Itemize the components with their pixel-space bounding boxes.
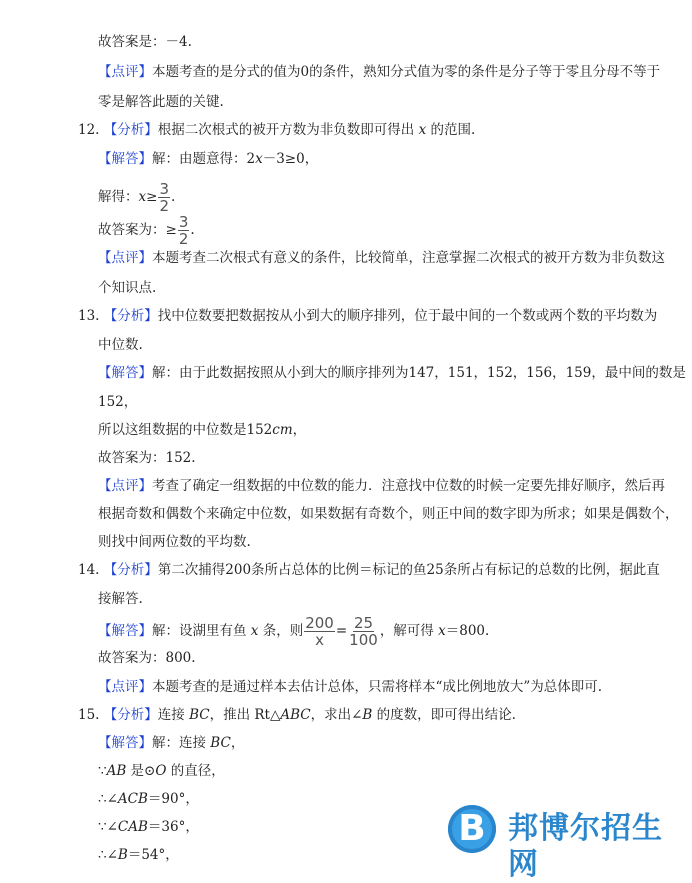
math-variable: CAB [117, 819, 148, 835]
section-tag: 【分析】 [103, 562, 158, 578]
fraction [304, 615, 335, 648]
text-line [78, 706, 516, 724]
section-tag: 【点评】 [98, 478, 152, 494]
text-segment: 152， [98, 394, 138, 410]
text-line [98, 590, 143, 608]
math-variable: B [362, 707, 373, 723]
text-segment: 解得： [98, 189, 139, 205]
text-segment: ∴∠ [98, 847, 118, 863]
text-line [98, 150, 318, 168]
logo-letter: B [458, 808, 486, 849]
fraction-denominator: 2 [159, 197, 169, 215]
text-line [98, 249, 665, 267]
text-segment: 13. [78, 308, 104, 324]
fraction-numerator: 3 [178, 213, 189, 231]
text-segment: 本题考查二次根式有意义的条件，比较简单，注意掌握二次根式的被开方数为非负数这 [152, 250, 665, 266]
text-segment: 条，则 [258, 623, 304, 639]
text-segment: 15. [78, 707, 104, 723]
text-segment: －3≥0， [262, 151, 319, 167]
math-variable: ABC [280, 707, 311, 723]
text-line [98, 818, 199, 836]
text-segment: 是⊙ [126, 763, 156, 779]
fraction [348, 615, 379, 648]
text-segment: 解：连接 [152, 735, 211, 751]
text-segment: ，求出∠ [310, 707, 363, 723]
fraction-denominator: 2 [178, 230, 189, 248]
text-segment: 的范围. [426, 122, 476, 138]
text-line [98, 63, 660, 81]
math-variable: BC [189, 707, 210, 723]
text-segment: . [190, 222, 195, 238]
text-line [98, 533, 251, 551]
text-segment: ∵ [98, 763, 107, 779]
text-segment: 本题考查的是通过样本去估计总体，只需将样本“成比例地放大”为总体即可. [152, 679, 603, 695]
fraction-denominator: 100 [349, 631, 378, 649]
math-variable: ACB [117, 791, 148, 807]
fraction [158, 181, 170, 214]
text-segment: 所以这组数据的中位数是152 [98, 422, 273, 438]
math-variable: BC [210, 735, 231, 751]
text-line [78, 561, 660, 579]
text-segment: 接解答. [98, 591, 143, 607]
text-segment: 根据二次根式的被开方数为非负数即可得出 [157, 122, 419, 138]
text-segment: ＝800. [445, 623, 490, 639]
text-segment: 连接 [157, 707, 190, 723]
text-segment: 解：由题意得：2 [152, 151, 256, 167]
text-line [98, 505, 679, 523]
section-tag: 【解答】 [98, 365, 152, 381]
text-segment: 找中位数要把数据按从小到大的顺序排列，位于最中间的一个数或两个数的平均数为 [157, 308, 658, 324]
text-segment: 零是解答此题的关键. [98, 94, 224, 110]
text-line [98, 449, 196, 467]
text-line [98, 181, 175, 214]
text-segment: 个知识点. [98, 280, 157, 296]
text-segment: ， [292, 422, 307, 438]
math-variable: x [138, 189, 147, 205]
text-segment: ＝36°， [147, 819, 199, 835]
text-segment: 考查了确定一组数据的中位数的能力．注意找中位数的时候一定要先排好顺序，然后再 [152, 478, 665, 494]
text-segment: 本题考查的是分式的值为0的条件，熟知分式值为零的条件是分子等于零且分母不等于 [152, 64, 661, 80]
text-segment: ∴∠ [98, 791, 118, 807]
text-line [98, 649, 196, 667]
section-tag: 【解答】 [98, 151, 152, 167]
math-variable: x [418, 122, 427, 138]
text-segment: 故答案为：≥ [98, 222, 177, 238]
fraction-denominator: x [315, 631, 324, 649]
text-segment: 则找中间两位数的平均数. [98, 534, 251, 550]
text-segment: 中位数. [98, 337, 143, 353]
fraction [178, 214, 190, 247]
text-segment: ＝90°， [147, 791, 199, 807]
logo-text: 邦博尔招生网 [508, 811, 663, 882]
text-line [98, 762, 225, 780]
math-variable: x [250, 623, 259, 639]
text-line [98, 734, 244, 752]
text-line [98, 279, 156, 297]
text-line [98, 393, 137, 411]
text-segment: 的度数，即可得出结论. [372, 707, 516, 723]
text-segment: 解：由于此数据按照从小到大的顺序排列为147，151，152，156，159，最中间的数是 [152, 365, 686, 381]
section-tag: 【分析】 [103, 122, 158, 138]
math-variable: x [438, 623, 446, 639]
text-line [78, 121, 475, 139]
fraction-numerator: 200 [305, 614, 334, 632]
text-segment: 故答案为：152. [98, 450, 196, 466]
text-segment: = [335, 623, 348, 639]
text-line [98, 33, 192, 51]
text-line [98, 364, 686, 382]
text-line [98, 790, 199, 808]
text-segment: 14. [78, 562, 104, 578]
math-variable: B [117, 847, 128, 863]
fraction-numerator: 3 [159, 180, 169, 198]
section-tag: 【分析】 [103, 707, 158, 723]
text-segment: ∵∠ [98, 819, 118, 835]
text-line [98, 846, 179, 864]
text-line [98, 615, 489, 648]
text-line [98, 477, 665, 495]
math-variable: cm [272, 422, 293, 438]
text-segment: ， [230, 735, 245, 751]
text-segment: ＝54°， [127, 847, 179, 863]
text-segment: . [170, 189, 176, 205]
section-tag: 【点评】 [98, 679, 152, 695]
section-tag: 【点评】 [98, 64, 152, 80]
text-segment: 12. [78, 122, 104, 138]
math-variable: AB [106, 763, 127, 779]
math-variable: x [255, 151, 263, 167]
text-line [98, 336, 143, 354]
text-line [98, 214, 195, 247]
text-line [78, 307, 657, 325]
fraction-numerator: 25 [353, 614, 374, 632]
text-segment: 解：设湖里有鱼 [152, 623, 251, 639]
text-segment: 故答案是：－4. [98, 34, 192, 50]
math-variable: O [155, 763, 167, 779]
section-tag: 【点评】 [98, 250, 152, 266]
text-segment: ，推出 Rt△ [209, 707, 281, 723]
text-segment: 根据奇数和偶数个来确定中位数，如果数据有奇数个，则正中间的数字即为所求；如果是偶数个， [98, 506, 679, 522]
text-line [98, 678, 602, 696]
section-tag: 【解答】 [98, 735, 152, 751]
watermark-logo [448, 805, 688, 882]
text-segment: 故答案为：800. [98, 650, 196, 666]
text-line [98, 93, 224, 111]
section-tag: 【分析】 [103, 308, 158, 324]
text-segment: ≥ [146, 189, 158, 205]
text-segment: 第二次捕得200条所占总体的比例＝标记的鱼25条所占有标记的总数的比例，据此直 [157, 562, 660, 578]
text-segment: ，解可得 [379, 623, 439, 639]
text-segment: 的直径， [166, 763, 225, 779]
section-tag: 【解答】 [98, 623, 152, 639]
text-line [98, 421, 306, 439]
